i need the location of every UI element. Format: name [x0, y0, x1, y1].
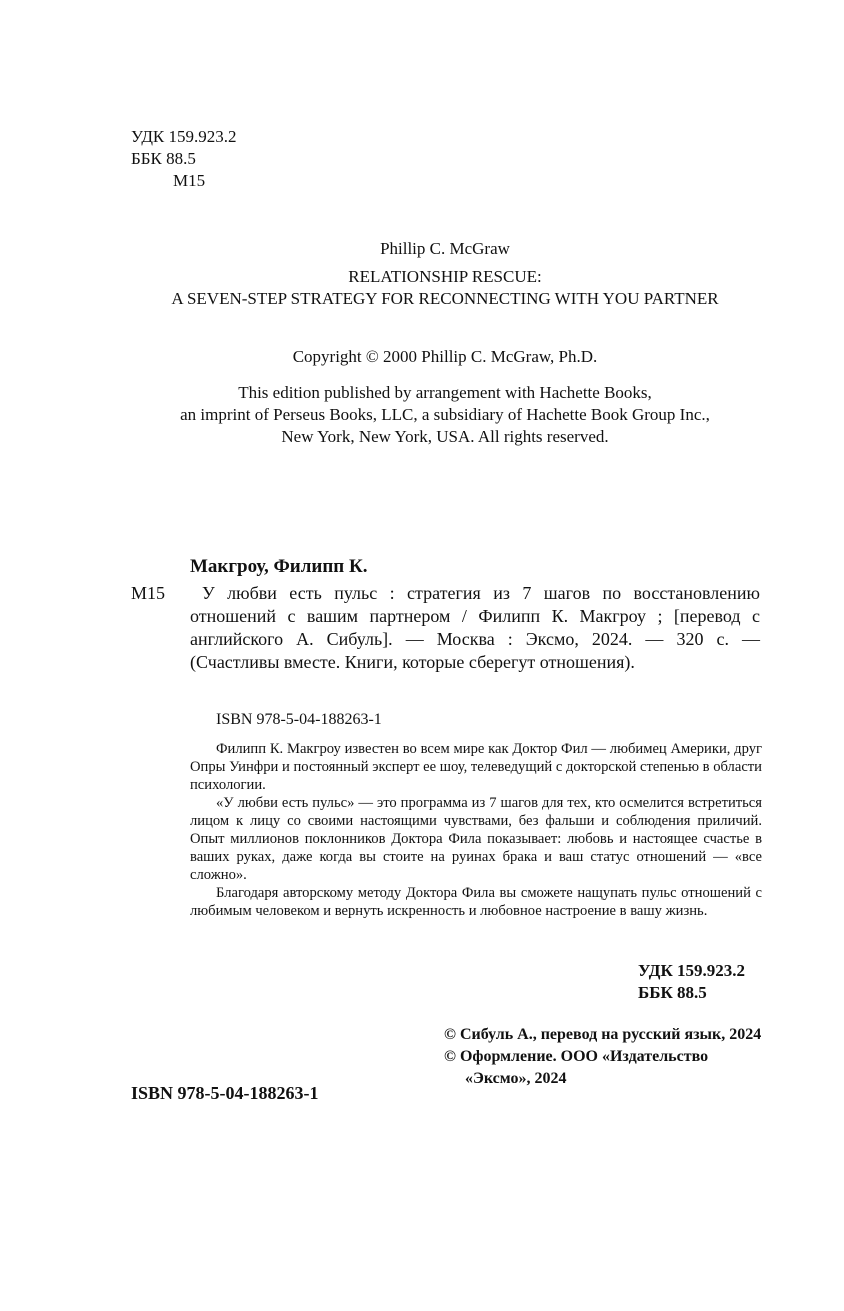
- annotation-codes: [638, 960, 745, 1004]
- edition-line2: an imprint of Perseus Books, LLC, a subsidiary of Hachette Book Group Inc.,: [180, 405, 710, 424]
- biblio-author-heading: Макгроу, Филипп К.: [190, 556, 368, 577]
- biblio-isbn: ISBN 978-5-04-188263-1: [216, 711, 382, 728]
- bbk-code: ББК 88.5: [131, 149, 196, 168]
- original-author: Phillip C. McGraw: [380, 239, 510, 258]
- annotation-paragraph-2: «У любви есть пульс» — это программа из 7 шагов для тех, кто осмелится встретиться лицом к лицу со своими настоящими чувствами, без фальши и соблюдения приличий. Опыт миллионов поклонников Доктора Фила показывает: любовь и настоящее счастье в ваших руках, даже когда вы стоите на руинах брака и ваш статус отношений — «все сложно».: [190, 795, 762, 883]
- copyright-notices: [444, 1024, 764, 1090]
- edition-line1: This edition published by arrangement with Hachette Books,: [238, 383, 652, 402]
- footer-isbn: ISBN 978-5-04-188263-1: [131, 1083, 319, 1103]
- translation-copyright: © Сибуль А., перевод на русский язык, 2024: [444, 1026, 762, 1043]
- udk-code: УДК 159.923.2: [131, 127, 237, 146]
- original-copyright: Copyright © 2000 Phillip C. McGraw, Ph.D.: [292, 347, 598, 366]
- biblio-description: У любви есть пульс : стратегия из 7 шагов по восстановлению отношений с вашим партнером / Филипп К. Макгроу ; [перевод с английского А. Сибуль]. — Москва : Эксмо, 2024. — 320 с. — (Счастливы вместе. Книги, которые сберегут отношения).: [190, 583, 760, 672]
- author-mark: М15: [173, 171, 206, 190]
- annotation-paragraph-3: Благодаря авторскому методу Доктора Фила вы сможете нащупать пульс отношений с любимым человеком и вернуть искренность и любовное настроение в вашу жизнь.: [190, 885, 762, 919]
- original-title: [150, 266, 740, 310]
- original-title-line2: A SEVEN-STEP STRATEGY FOR RECONNECTING WITH YOU PARTNER: [171, 289, 719, 308]
- annotation-udk: УДК 159.923.2: [638, 961, 746, 980]
- biblio-mark: М15: [131, 583, 166, 603]
- classification-codes: [131, 126, 237, 192]
- design-copyright: © Оформление. ООО «Издательство «Эксмо», 2024: [444, 1048, 709, 1087]
- original-title-line1: RELATIONSHIP RESCUE:: [348, 267, 542, 286]
- edition-line3: New York, New York, USA. All rights reserved.: [281, 427, 609, 446]
- edition-notice: [115, 382, 775, 448]
- annotation-paragraph-1: Филипп К. Макгроу известен во всем мире как Доктор Фил — любимец Америки, друг Опры Уинфри и постоянный эксперт ее шоу, телеведущий с докторской степенью в области психологии.: [190, 741, 762, 793]
- annotation-bbk: ББК 88.5: [638, 983, 707, 1002]
- annotation: [190, 740, 762, 920]
